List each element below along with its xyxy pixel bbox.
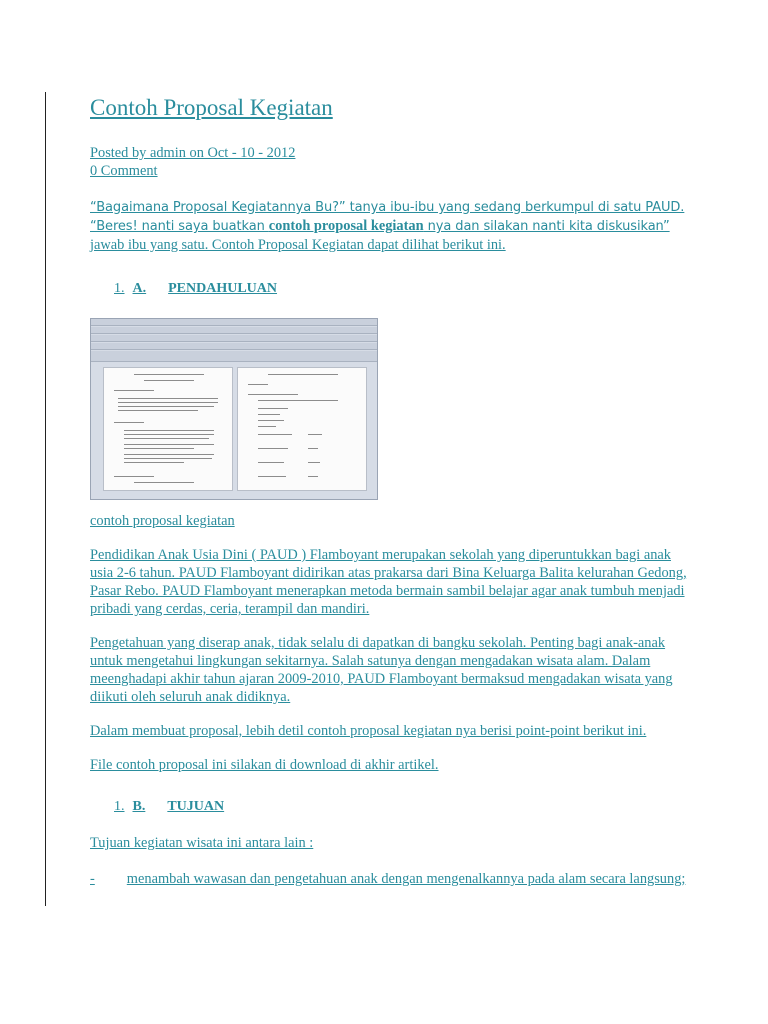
section-number: 1. [114,281,125,296]
list-item-text: menambah wawasan dan pengetahuan anak dengan mengenalkannya pada alam secara langsung; [126,871,686,887]
paragraph-download[interactable]: File contoh proposal ini silakan di download di akhir artikel. [90,757,439,773]
section-number: 1. [114,799,125,814]
section-heading-pendahuluan[interactable] [90,280,690,298]
section-title: TUJUAN [167,799,225,814]
ruler-bar [91,351,377,362]
paragraph-proposal[interactable]: Dalam membuat proposal, lebih detil contoh proposal kegiatan nya berisi point-point berikut ini. [90,723,647,739]
intro-line-2-post: nya dan silakan nanti kita diskusikan” [423,219,670,234]
tujuan-item[interactable] [90,870,690,888]
paragraph-pengetahuan[interactable]: Pengetahuan yang diserap anak, tidak selalu di dapatkan di bangku sekolah. Penting bagi anak-anak untuk mengetahui lingkungan sekitarnya. Salah satunya dengan mengadakan wisata alam. Dalam meenghadapi akhir tahun ajaran 2009-2010, PAUD Flamboyant bermaksud mengadakan wisata yang diikuti oleh seluruh anak didiknya. [90,635,673,705]
section-letter: A. [132,281,147,296]
document-page-left [103,367,233,491]
toolbar-row [91,319,377,326]
tujuan-intro[interactable]: Tujuan kegiatan wisata ini antara lain : [90,835,314,851]
toolbar-row [91,327,377,334]
intro-line-3: jawab ibu yang satu. Contoh Proposal Kegiatan dapat dilihat berikut ini. [90,237,506,253]
figure-caption[interactable]: contoh proposal kegiatan [90,513,235,529]
intro-keyword[interactable]: contoh proposal kegiatan [268,218,424,234]
page-title[interactable]: Contoh Proposal Kegiatan [90,95,333,120]
section-title: PENDAHULUAN [168,281,278,296]
post-meta[interactable]: Posted by admin on Oct - 10 - 2012 [90,145,296,161]
section-heading-tujuan[interactable] [90,798,690,816]
toolbar-row [91,335,377,342]
paragraph-paud[interactable]: Pendidikan Anak Usia Dini ( PAUD ) Flamboyant merupakan sekolah yang diperuntukkan bagi anak usia 2-6 tahun. PAUD Flamboyant didirikan atas prakarsa dari Bina Keluarga Balita kelurahan Gedong, Pasar Rebo. PAUD Flamboyant menerapkan metoda bermain sambil belajar agar anak tumbuh menjadi pribadi yang cerdas, ceria, terampil dan mandiri. [90,547,687,617]
left-margin-rule [45,92,46,906]
document-page-right [237,367,367,491]
list-dash: - [90,871,95,887]
intro-paragraph[interactable] [90,198,690,254]
intro-line-2-pre: “Beres! nanti saya buatkan [90,219,269,234]
intro-line-1: “Bagaimana Proposal Kegiatannya Bu?” tanya ibu-ibu yang sedang berkumpul di satu PAUD. [90,200,685,215]
comment-count-link[interactable]: 0 Comment [90,163,158,179]
article [90,92,690,888]
proposal-screenshot-image[interactable] [90,318,378,500]
toolbar-row [91,343,377,350]
section-letter: B. [132,799,146,814]
